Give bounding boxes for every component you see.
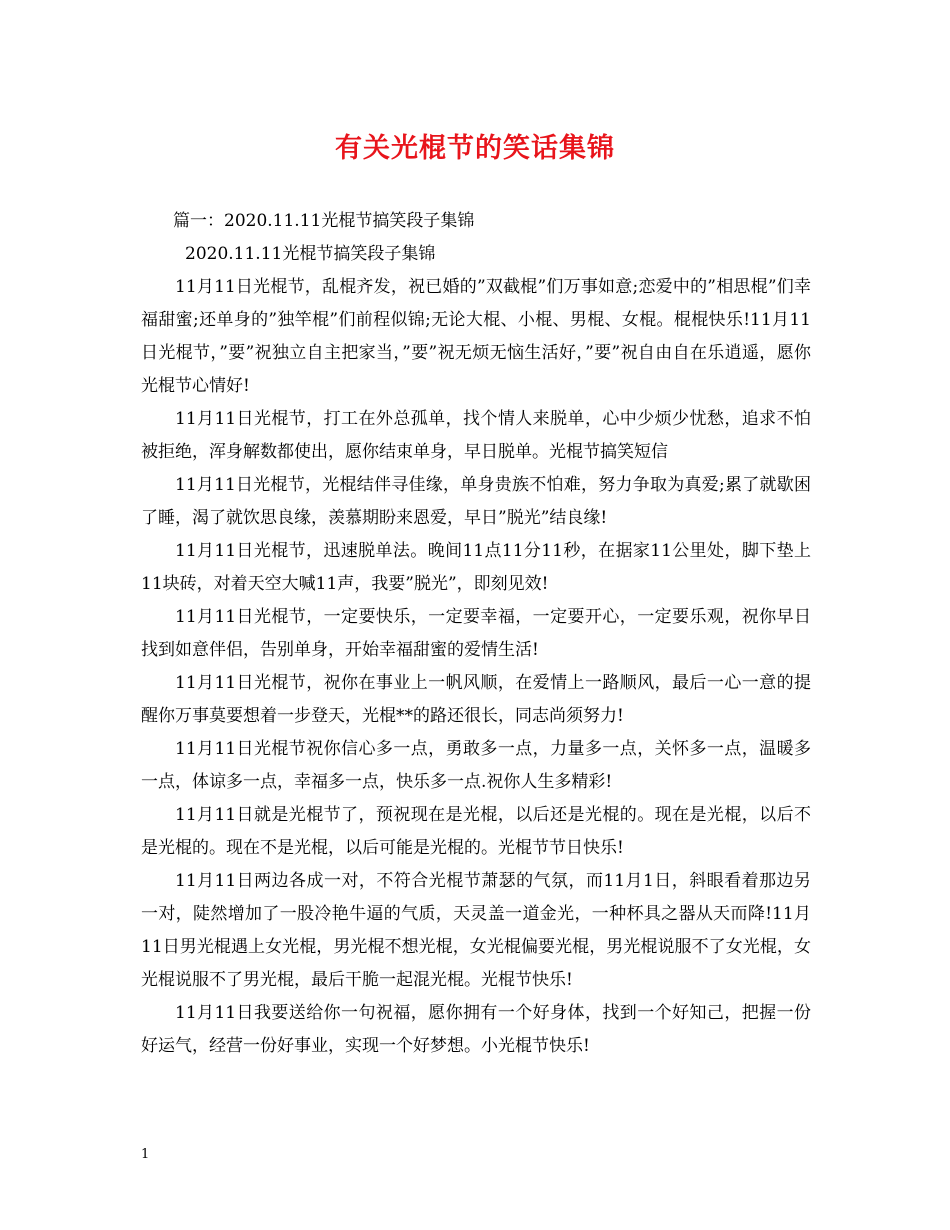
paragraph: 11月11日光棍节祝你信心多一点，勇敢多一点，力量多一点，关怀多一点，温暖多一点，体谅多一点，幸福多一点，快乐多一点.祝你人生多精彩! xyxy=(141,739,811,792)
paragraph: 11月11日光棍节，乱棍齐发，祝已婚的”双截棍”们万事如意;恋爱中的”相思棍”们幸福甜蜜;还单身的”独竿棍”们前程似锦;无论大棍、小棍、男棍、女棍。棍棍快乐!11月11日光棍节，”要”祝独立自主把家当，”要”祝无烦无恼生活好，”要”祝自由自在乐逍遥，愿你光棍节心情好! xyxy=(141,277,811,396)
paragraph: 11月11日两边各成一对，不符合光棍节萧瑟的气氛，而11月1日，斜眼看着那边另一对，陡然增加了一股冷艳牛逼的气质，天灵盖一道金光，一种杯具之器从天而降!11月11日男光棍遇上女光棍，男光棍不想光棍，女光棍偏要光棍，男光棍说服不了女光棍，女光棍说服不了男光棍，最后干脆一起混光棍。光棍节快乐! xyxy=(141,871,811,990)
paragraph: 11月11日就是光棍节了，预祝现在是光棍，以后还是光棍的。现在是光棍，以后不是光棍的。现在不是光棍，以后可能是光棍的。光棍节节日快乐! xyxy=(141,805,811,858)
page-number: 1 xyxy=(141,1147,150,1162)
paragraph: 11月11日光棍节，祝你在事业上一帆风顺，在爱情上一路顺风，最后一心一意的提醒你万事莫要想着一步登天，光棍**的路还很长，同志尚须努力! xyxy=(141,673,811,726)
section-heading: 篇一：2020.11.11光棍节搞笑段子集锦 xyxy=(173,211,475,231)
paragraph: 11月11日光棍节，迅速脱单法。晚间11点11分11秒，在据家11公里处，脚下垫上11块砖，对着天空大喊11声，我要”脱光”，即刻见效! xyxy=(141,541,811,594)
paragraph: 11月11日光棍节，打工在外总孤单，找个情人来脱单，心中少烦少忧愁，追求不怕被拒绝，浑身解数都使出，愿你结束单身，早日脱单。光棍节搞笑短信 xyxy=(141,409,811,462)
section-subheading: 2020.11.11光棍节搞笑段子集锦 xyxy=(185,244,436,264)
paragraph: 11月11日光棍节，光棍结伴寻佳缘，单身贵族不怕难，努力争取为真爱;累了就歇困了睡，渴了就饮思良缘，羡慕期盼来恩爱，早日”脱光”结良缘! xyxy=(141,475,811,528)
page-title: 有关光棍节的笑话集锦 xyxy=(335,133,615,164)
document-body xyxy=(141,205,811,1063)
paragraph: 11月11日我要送给你一句祝福，愿你拥有一个好身体，找到一个好知己，把握一份好运气，经营一份好事业，实现一个好梦想。小光棍节快乐! xyxy=(141,1003,811,1056)
paragraph: 11月11日光棍节，一定要快乐，一定要幸福，一定要开心，一定要乐观，祝你早日找到如意伴侣，告别单身，开始幸福甜蜜的爱情生活! xyxy=(141,607,811,660)
